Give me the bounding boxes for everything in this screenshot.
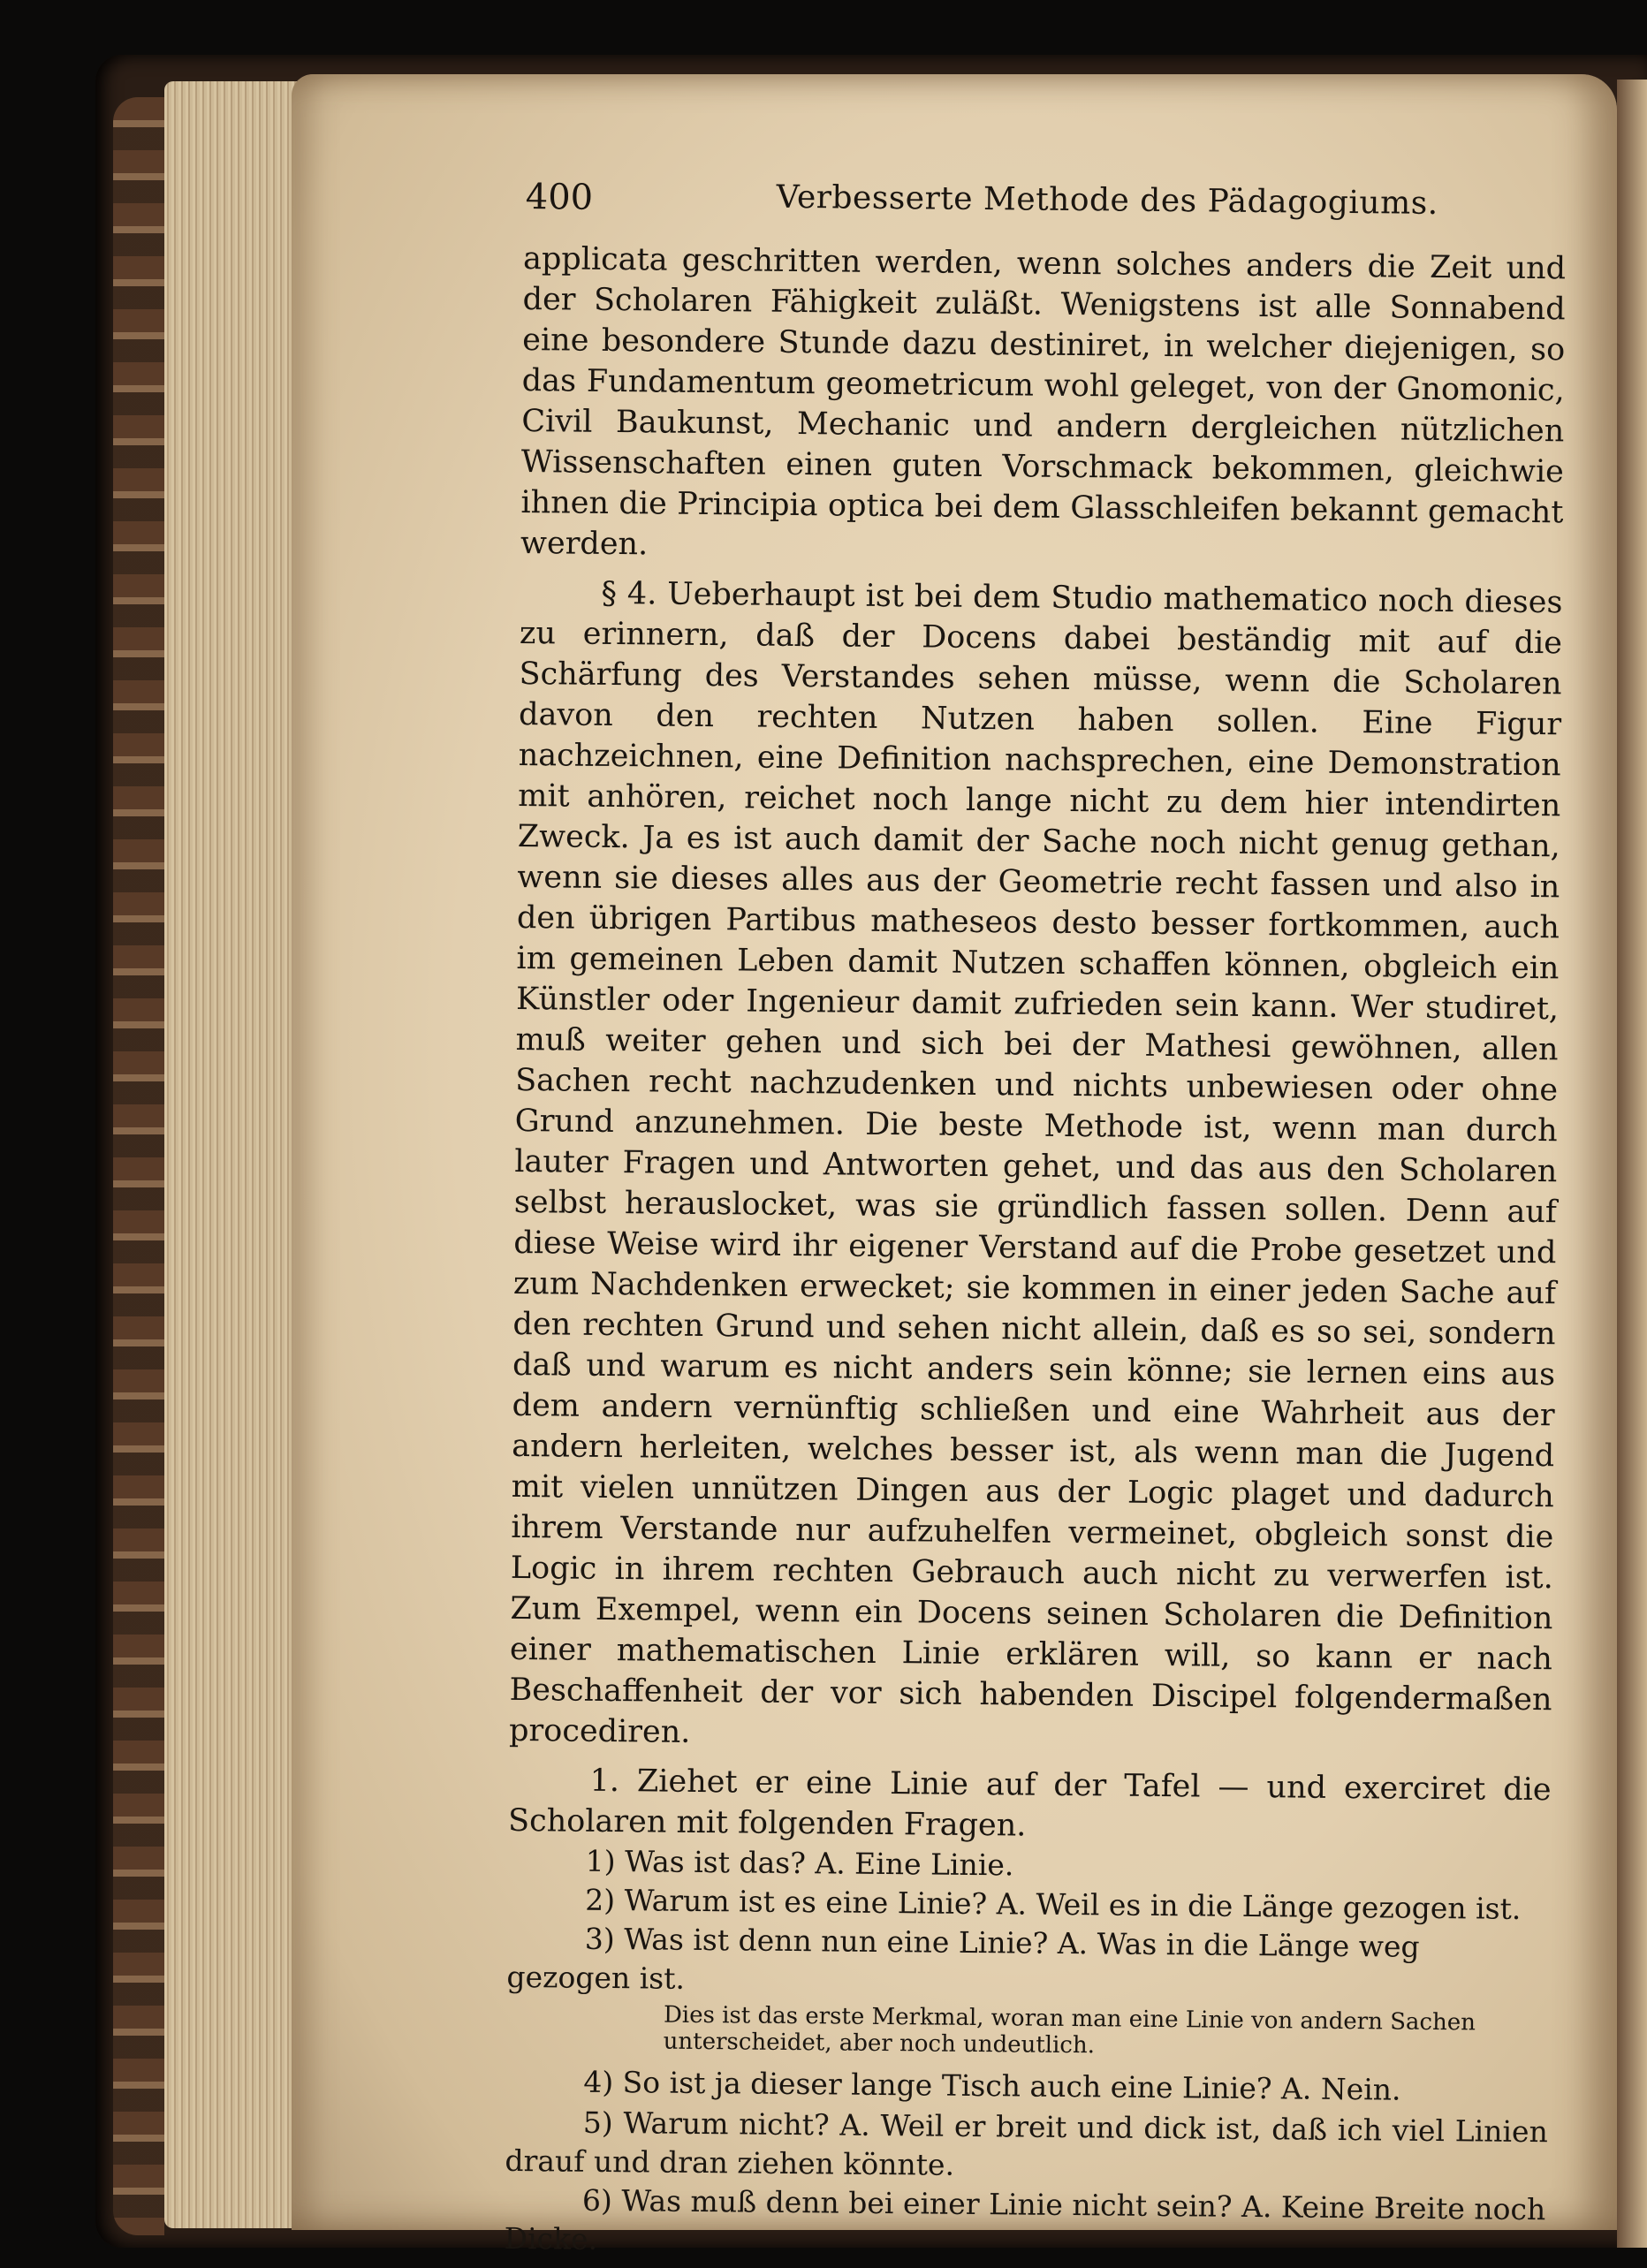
- question-1: 1) Was ist das? A. Eine Linie.: [585, 1843, 1014, 1883]
- running-head: [523, 177, 1567, 248]
- question-5: 5) Warum nicht? A. Weil er breit und dick ist, daß ich viel Linien drauf und dran ziehen könnte.: [505, 2105, 1549, 2182]
- paragraph-3: 1. Ziehet er eine Linie auf der Tafel — und exerciret die Scholaren mit folgenden Fragen.: [507, 1763, 1552, 1844]
- running-title: Verbesserte Methode des Pädagogiums.: [776, 178, 1438, 222]
- question-4: 4) So ist ja dieser lange Tisch auch eine Linie? A. Nein.: [583, 2064, 1401, 2107]
- paragraph-1: applicata geschritten werden, wenn solches anders die Zeit und der Scholaren Fähigkeit zuläßt. Wenigstens ist alle Sonnabend eine besondere Stunde dazu destiniret, in welcher diejenigen, so das Fundamentum geometricum wohl geleget, von der Gnomonic, Civil Baukunst, Mechanic und andern dergleichen nützlichen Wissenschaften einen guten Vorschmack bekommen, gleichwie ihnen die Principia optica bei dem Glasschleifen bekannt gemacht werden.: [520, 240, 1567, 563]
- text-block: [504, 177, 1567, 2268]
- page-number: 400: [525, 177, 594, 218]
- book-spine: [113, 97, 164, 2235]
- paragraph-2: § 4. Ueberhaupt ist bei dem Studio mathematico noch dieses zu erinnern, daß der Docens dabei beständig mit auf die Schärfung des Verstandes sehen müsse, wenn die Scholaren davon den rechten Nutzen haben sollen. Eine Figur nachzeichnen, eine Definition nachsprechen, eine Demonstration mit anhören, reichet noch lange nicht zu dem hier intendirten Zweck. Ja es ist auch damit der Sache noch nicht genug gethan, wenn sie dieses alles aus der Geometrie recht fassen und also in den übrigen Partibus matheseos desto besser fortkommen, auch im gemeinen Leben damit Nutzen schaffen können, obgleich ein Künstler oder Ingenieur damit zufrieden sein kann. Wer studiret, muß weiter gehen und sich bei der Mathesi gewöhnen, allen Sachen recht nachzudenken und nichts unbewiesen oder ohne Grund anzunehmen. Die beste Methode ist, wenn man durch lauter Fragen und Antworten gehet, und das aus den Scholaren selbst herauslocket, was sie gründlich fassen sollen. Denn auf diese Weise wird ihr eigener Verstand auf die Probe gesetzet und zum Nachdenken erwecket; sie kommen in einer jeden Sache auf den rechten Grund und sehen nicht allein, daß es so sei, sondern daß und warum es nicht anders sein könne; sie lernen eins aus dem andern vernünftig schließen und eine Wahrheit aus der andern herleiten, welches besser ist, als wenn man die Jugend mit vielen unnützen Dingen aus der Logic plaget und dadurch ihrem Verstande nur aufzuhelfen vermeinet, obgleich sonst die Logic in ihrem rechten Gebrauch auch nicht zu verwerfen ist. Zum Exempel, wenn ein Docens seinen Scholaren die Definition einer mathematischen Linie erklären will, so kann er nach Beschaffenheit der vor sich habenden Discipel folgendermaßen procediren.: [508, 575, 1563, 1750]
- footnote-remark: Dies ist das erste Merkmal, woran man eine Linie von andern Sachen unterscheidet, aber noch undeutlich.: [663, 2001, 1476, 2059]
- question-3: 3) Was ist denn nun eine Linie? A. Was in die Länge weg gezogen ist.: [506, 1921, 1420, 1996]
- question-2: 2) Warum ist es eine Linie? A. Weil es in die Länge gezogen ist.: [585, 1882, 1522, 1926]
- page-gutter: [1617, 80, 1647, 2248]
- question-6: 6) Was muß denn bei einer Linie nicht sein? A. Keine Breite noch Dicke.: [504, 2182, 1546, 2257]
